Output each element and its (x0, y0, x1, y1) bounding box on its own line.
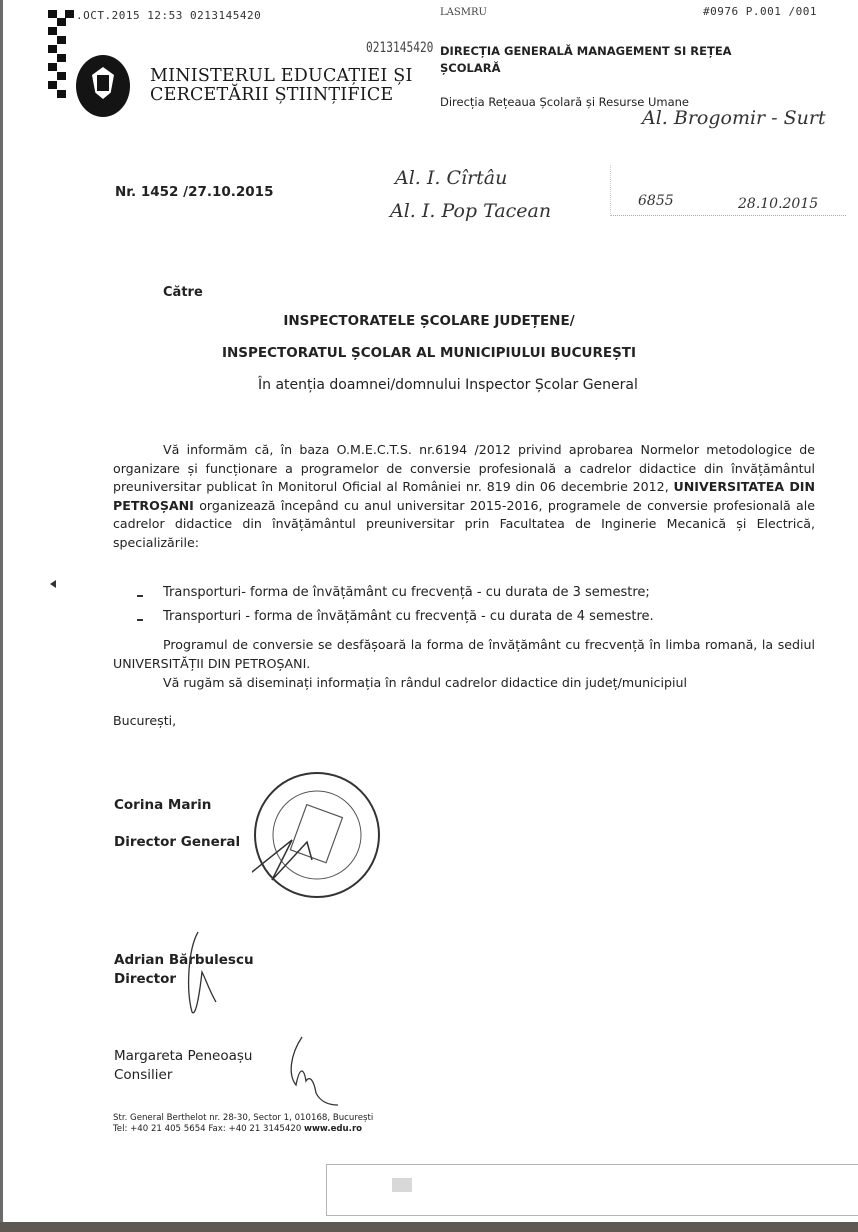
paragraph-request-end: București, (113, 713, 177, 728)
scan-bottom-edge (0, 1222, 858, 1232)
flag-checker-decoration (48, 10, 76, 112)
fax-header-left: .OCT.2015 12:53 0213145420 (76, 9, 262, 22)
to-label: Către (163, 285, 203, 300)
handwritten-note-line2: Al. I. Pop Tacean (390, 200, 552, 222)
specialization-item: Transporturi - forma de învățământ cu frecvență - cu durata de 4 semestre. (163, 609, 654, 624)
scan-artifact-icon (392, 1178, 412, 1192)
recipient-line2: INSPECTORATUL ȘCOLAR AL MUNICIPIULUI BUCUREȘTI (221, 345, 637, 361)
fax-header-right: #0976 P.001 /001 (703, 5, 817, 18)
bullet-marker (137, 595, 143, 597)
signatory-name: Corina Marin (114, 797, 212, 813)
university-name: UNIVERSITATEA DIN PETROȘANI (113, 479, 815, 513)
attention-line: În atenția doamnei/domnului Inspector Școlar General (258, 377, 638, 393)
registration-number: 6855 (638, 193, 674, 209)
footer-website: www.edu.ro (304, 1124, 363, 1134)
handwritten-note-top: Al. Brogomir - Surt (642, 107, 826, 129)
direction-name: Direcția Rețeaua Școlară și Resurse Umane (440, 95, 689, 109)
footer-address: Str. General Berthelot nr. 28-30, Sector 1, 010168, București (113, 1113, 374, 1123)
signatory-title: Consilier (114, 1067, 173, 1083)
handwritten-signature (180, 930, 220, 1020)
bullet-marker (137, 619, 143, 621)
handwritten-signature (280, 1035, 340, 1115)
paragraph-request: Vă rugăm să diseminați informația în rândul cadrelor didactice din județ/municipiul (163, 675, 687, 690)
ministry-name-line1: MINISTERUL EDUCAȚIEI ȘI (150, 66, 413, 86)
signatory-title: Director General (114, 834, 241, 850)
signatory-title: Director (114, 971, 177, 987)
footer-contact (113, 1124, 362, 1135)
document-number: Nr. 1452 /27.10.2015 (115, 184, 274, 200)
paragraph-main-text2: organizează începând cu anul universitar 2015-2016, programele de conversie profesională ale cadrelor didactice din învățământul preuniversitar prin Facultatea de Inginerie Mecanică și Electrică, specializările: (113, 497, 815, 550)
paragraph-program: Programul de conversie se desfășoară la forma de învățământ cu frecvență în limba romană, la sediul UNIVERSITĂȚII DIN PETROȘANI. (113, 637, 815, 671)
recipient-line1: INSPECTORATELE ȘCOLARE JUDEȚENE/ (283, 313, 575, 329)
paragraph-main-text1: Vă informăm că, în baza O.M.E.C.T.S. nr.6194 /2012 privind aprobarea Normelor metodologice de organizare și funcționare a programelor de conversie profesională a cadrelor didactice din învățământul preuniversitar publicat în Monitorul Oficial al României nr. 819 din 06 decembrie 2012, (113, 442, 815, 494)
page-edge-marker-icon (50, 580, 56, 588)
specialization-item: Transporturi- forma de învățământ cu frecvență - cu durata de 3 semestre; (163, 585, 650, 600)
handwritten-note-line1: Al. I. Cîrtâu (395, 167, 508, 189)
signatory-name: Adrian Bărbulescu (114, 952, 254, 968)
signatory-name: Margareta Peneoașu (114, 1048, 253, 1064)
coat-of-arms-logo (76, 55, 130, 117)
paragraph-main (113, 441, 815, 552)
ministry-name-line2: CERCETĂRII ȘTIINȚIFICE (150, 85, 394, 105)
footer-contact-text: Tel: +40 21 405 5654 Fax: +40 21 3145420 (113, 1124, 305, 1134)
scan-left-border (0, 0, 3, 1232)
direction-general-line2: ȘCOLARĂ (440, 61, 501, 75)
registration-date: 28.10.2015 (738, 196, 819, 212)
stamp-text (252, 770, 382, 900)
direction-general: DIRECȚIA GENERALĂ MANAGEMENT SI REȚEA (440, 44, 732, 58)
fax-number: 0213145420 (366, 40, 434, 56)
fax-header-center: LASMRU (440, 7, 487, 18)
